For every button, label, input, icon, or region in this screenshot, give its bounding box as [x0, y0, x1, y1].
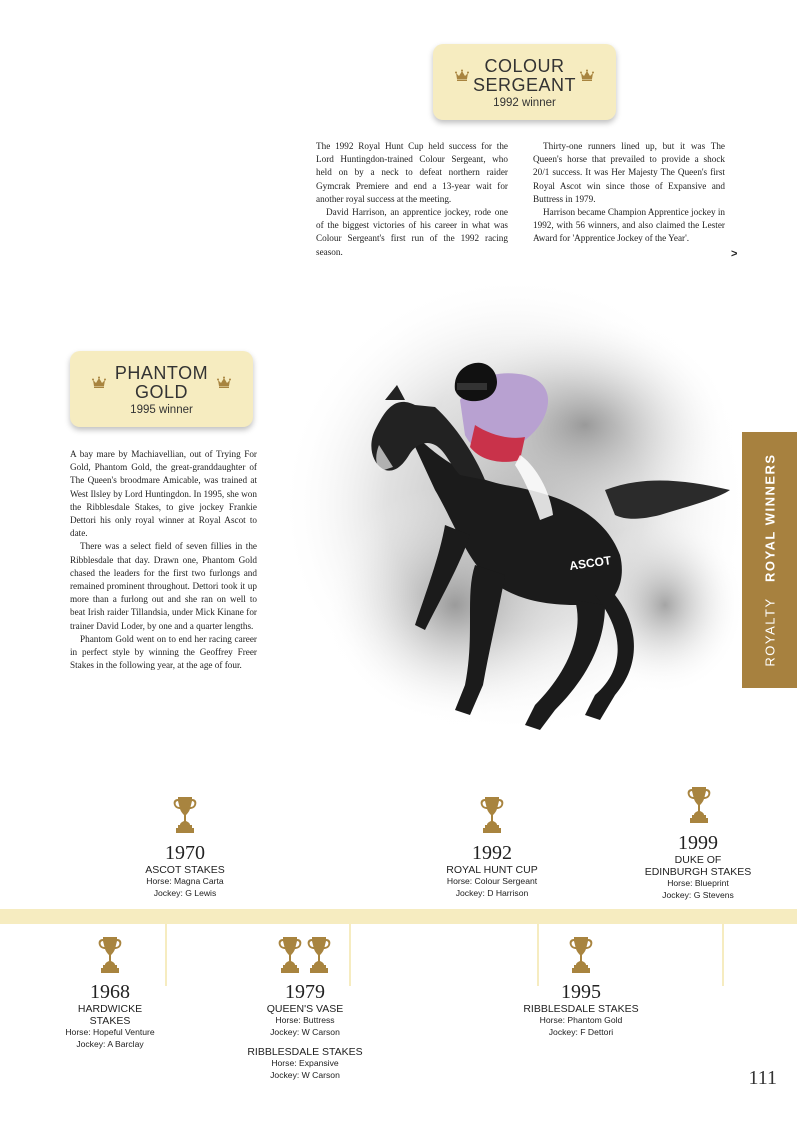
panel-subtitle: 1995 winner — [130, 404, 193, 416]
crown-icon — [217, 376, 231, 388]
paragraph: Phantom Gold went on to end her racing career in perfect style by winning the Geoffrey Freer Stakes in the following year, at the age of four. — [70, 633, 257, 671]
timeline-bar — [0, 909, 797, 924]
racehorse-illustration — [275, 275, 745, 765]
timeline-divider — [722, 924, 724, 986]
entry-race: STAKES — [89, 1015, 131, 1027]
trophy-icon — [479, 795, 505, 835]
timeline-divider — [165, 924, 167, 986]
entry-jockey: Jockey: G Lewis — [153, 887, 217, 898]
timeline-entry — [235, 981, 375, 1081]
crown-icon — [92, 376, 106, 388]
timeline-divider — [537, 924, 539, 986]
entry-race: DUKE OF — [674, 854, 722, 866]
entry-race: EDINBURGH STAKES — [644, 866, 752, 878]
entry-race: ROYAL HUNT CUP — [446, 864, 538, 876]
panel-subtitle: 1992 winner — [493, 97, 556, 109]
entry-race: HARDWICKE — [77, 1003, 143, 1015]
trophy-icon — [277, 935, 303, 975]
panel-title: PHANTOM GOLD — [114, 363, 209, 402]
timeline-entry — [628, 832, 768, 901]
entry-year: 1970 — [165, 842, 205, 864]
entry-jockey: Jockey: D Harrison — [455, 887, 529, 898]
entry-horse: Horse: Buttress — [275, 1015, 335, 1025]
entry-jockey: Jockey: A Barclay — [76, 1038, 144, 1049]
entry-jockey: Jockey: G Stevens — [662, 889, 734, 900]
page-number: 111 — [748, 1067, 777, 1089]
paragraph: David Harrison, an apprentice jockey, rode one of the biggest victories of his career in what was Colour Sergeant's first run of the 1992 racing season. — [316, 207, 508, 257]
entry-year: 1995 — [561, 981, 601, 1003]
timeline-entry — [422, 842, 562, 899]
entry-race: RIBBLESDALE STAKES — [247, 1046, 363, 1058]
paragraph: Harrison became Champion Apprentice jockey in 1992, with 56 winners, and also claimed the Lester Award for 'Apprentice Jockey of the Year'. — [533, 207, 725, 244]
crown-icon — [455, 69, 469, 81]
crown-icon — [580, 69, 594, 81]
entry-horse: Horse: Magna Carta — [146, 876, 224, 886]
entry-horse: Horse: Expansive — [271, 1058, 339, 1068]
trophy-icon — [172, 795, 198, 835]
trophy-icon — [97, 935, 123, 975]
entry-jockey: Jockey: W Carson — [270, 1026, 340, 1037]
entry-race: RIBBLESDALE STAKES — [523, 1003, 639, 1015]
paragraph: Thirty-one runners lined up, but it was The Queen's horse that prevailed to provide a shock 20/1 success. It was Her Majesty The Queen's first Royal Ascot win since those of Expansive and Buttress in 1979. — [533, 141, 725, 204]
phantom-gold-panel — [70, 351, 253, 427]
entry-horse: Horse: Blueprint — [667, 878, 729, 888]
paragraph: A bay mare by Machiavellian, out of Trying For Gold, Phantom Gold, the great-granddaughter of The Queen's broodmare Amicable, was trained at West Ilsley by Lord Huntingdon. In 1995, she won the Ribblesdale Stakes, to give jockey Frankie Dettori his only royal winner at Royal Ascot to date. — [70, 449, 257, 539]
entry-race: ASCOT STAKES — [145, 864, 225, 876]
phantom-gold-text — [70, 448, 257, 672]
entry-race: QUEEN'S VASE — [266, 1003, 344, 1015]
colour-sergeant-panel — [433, 44, 616, 120]
trophy-icon — [568, 935, 594, 975]
paragraph: There was a select field of seven fillies in the Ribblesdale that day. Drawn one, Phantom Gold chased the leaders for the first two furlongs and remained prominent throughout. Dettori took it up more than a furlong out and she ran on well to beat Irish raider Tillandsia, under Mick Kinane for trainer David Loder, by one and a quarter lengths. — [70, 541, 257, 631]
entry-jockey: Jockey: F Dettori — [548, 1026, 614, 1037]
trophy-icon — [306, 935, 332, 975]
colour-sergeant-column-2 — [533, 140, 725, 246]
entry-jockey: Jockey: W Carson — [270, 1069, 340, 1080]
entry-horse: Horse: Colour Sergeant — [446, 876, 538, 886]
colour-sergeant-column-1 — [316, 140, 508, 259]
entry-horse: Horse: Phantom Gold — [539, 1015, 623, 1025]
continue-arrow: > — [731, 248, 738, 260]
timeline-entry — [40, 981, 180, 1050]
section-side-tab — [742, 432, 797, 688]
timeline-entry — [511, 981, 651, 1038]
entry-year: 1968 — [90, 981, 130, 1003]
saddlecloth-text: ASCOT — [568, 553, 613, 573]
entry-year: 1999 — [678, 832, 718, 854]
trophy-icon — [686, 785, 712, 825]
side-tab-label: ROYALTY ROYAL WINNERS — [762, 453, 777, 667]
entry-horse: Horse: Hopeful Venture — [65, 1027, 155, 1037]
paragraph: The 1992 Royal Hunt Cup held success for the Lord Huntingdon-trained Colour Sergeant, who held on by a neck to defeat northern raider Gymcrak Premiere and end a 13-year wait for another royal success at the meeting. — [316, 141, 508, 204]
panel-title: COLOUR SERGEANT — [472, 56, 577, 95]
timeline-divider — [349, 924, 351, 986]
timeline-entry — [115, 842, 255, 899]
entry-year: 1979 — [285, 981, 325, 1003]
entry-year: 1992 — [472, 842, 512, 864]
